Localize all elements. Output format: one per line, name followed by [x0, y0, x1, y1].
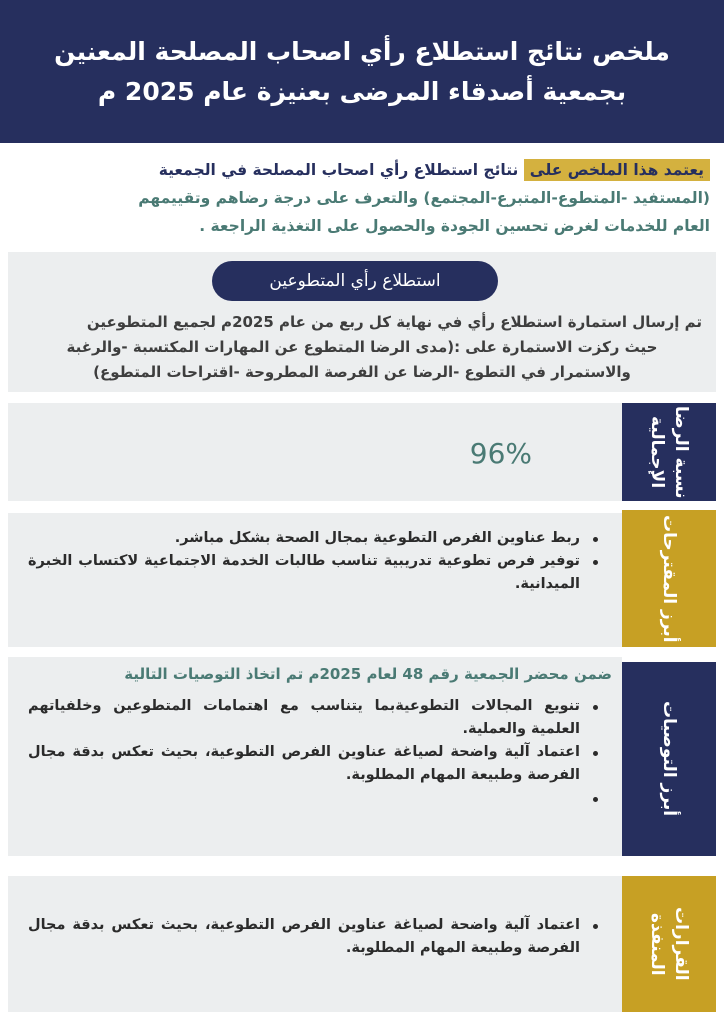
recommendations-list	[28, 695, 602, 810]
list-item: اعتماد آلية واضحة لصياغة عناوين الفرص التطوعية، بحيث تعكس بدقة مجال الفرصة وطبيعة المهام المطلوبة.	[28, 741, 602, 787]
decisions-label: القرارات المنفذة	[647, 907, 691, 981]
decisions-section	[8, 876, 716, 1012]
recommendations-heading: ضمن محضر الجمعية رقم 48 لعام 2025م تم اتخاذ التوصيات التالية	[124, 665, 612, 683]
page-header	[0, 0, 724, 143]
satisfaction-label: نسبة الرضا الإجمالية	[647, 405, 691, 499]
proposals-label: أبرز المقترحات	[659, 514, 679, 643]
volunteer-survey-text	[22, 310, 702, 385]
satisfaction-tab	[622, 403, 716, 501]
list-item	[28, 787, 602, 810]
recommendations-label: أبرز التوصيات	[659, 701, 679, 817]
page-title-line-1: ملخص نتائج استطلاع رأي اصحاب المصلحة المعنين	[54, 36, 670, 66]
proposals-body	[8, 513, 622, 647]
decisions-tab	[622, 876, 716, 1012]
list-item: تنويع المجالات التطوعيةبما يتناسب مع اهتمامات المتطوعين وخلفياتهم العلمية والعملية.	[28, 695, 602, 741]
bullet-dot-icon	[593, 560, 598, 565]
bullet-dot-icon	[593, 537, 598, 542]
list-item: ربط عناوين الفرص التطوعية بمجال الصحة بشكل مباشر.	[28, 527, 602, 550]
volunteer-survey-line-3: والاستمرار في التطوع -الرضا عن الفرصة المطروحة -اقتراحات المتطوع)	[93, 363, 631, 381]
list-item: اعتماد آلية واضحة لصياغة عناوين الفرص التطوعية، بحيث تعكس بدقة مجال الفرصة وطبيعة المهام المطلوبة.	[28, 914, 602, 960]
satisfaction-value: 96%	[469, 437, 532, 470]
decisions-list	[28, 914, 602, 960]
volunteer-survey-line-2: حيث ركزت الاستمارة على :(مدى الرضا المتطوع عن المهارات المكتسبة -والرغبة	[66, 338, 658, 356]
proposals-list	[28, 527, 602, 596]
bullet-dot-icon	[593, 751, 598, 756]
volunteer-survey-panel	[8, 252, 716, 392]
bullet-dot-icon	[593, 924, 598, 929]
list-item: توفير فرص تطوعية تدريبية تناسب طالبات الخدمة الاجتماعية لاكتساب الخبرة الميدانية.	[28, 550, 602, 596]
intro-line-3: العام للخدمات لغرض تحسين الجودة والحصول على التغذية الراجعة .	[199, 217, 710, 235]
satisfaction-body	[8, 403, 622, 501]
intro-paragraph	[14, 156, 710, 242]
recommendations-tab	[622, 662, 716, 856]
intro-line-2: (المستفيد -المتطوع-المتبرع-المجتمع) والتعرف على درجة رضاهم وتقييمهم	[138, 189, 710, 207]
decisions-body	[8, 876, 622, 1012]
proposals-tab	[622, 510, 716, 647]
volunteer-survey-title: استطلاع رأي المتطوعين	[212, 261, 498, 301]
satisfaction-section	[8, 403, 716, 501]
intro-highlight: يعتمد هذا الملخص على	[524, 159, 710, 181]
page-title-line-2: بجمعية أصدقاء المرضى بعنيزة عام 2025 م	[97, 76, 627, 106]
intro-line-1: نتائج استطلاع رأي اصحاب المصلحة في الجمعية	[158, 161, 519, 179]
recommendations-section	[8, 657, 716, 856]
bullet-dot-icon	[593, 705, 598, 710]
bullet-dot-icon	[593, 797, 598, 802]
proposals-section	[8, 513, 716, 647]
recommendations-body	[8, 657, 622, 856]
volunteer-survey-line-1: تم إرسال استمارة استطلاع رأي في نهاية كل ربع من عام 2025م لجميع المتطوعين	[86, 313, 702, 331]
